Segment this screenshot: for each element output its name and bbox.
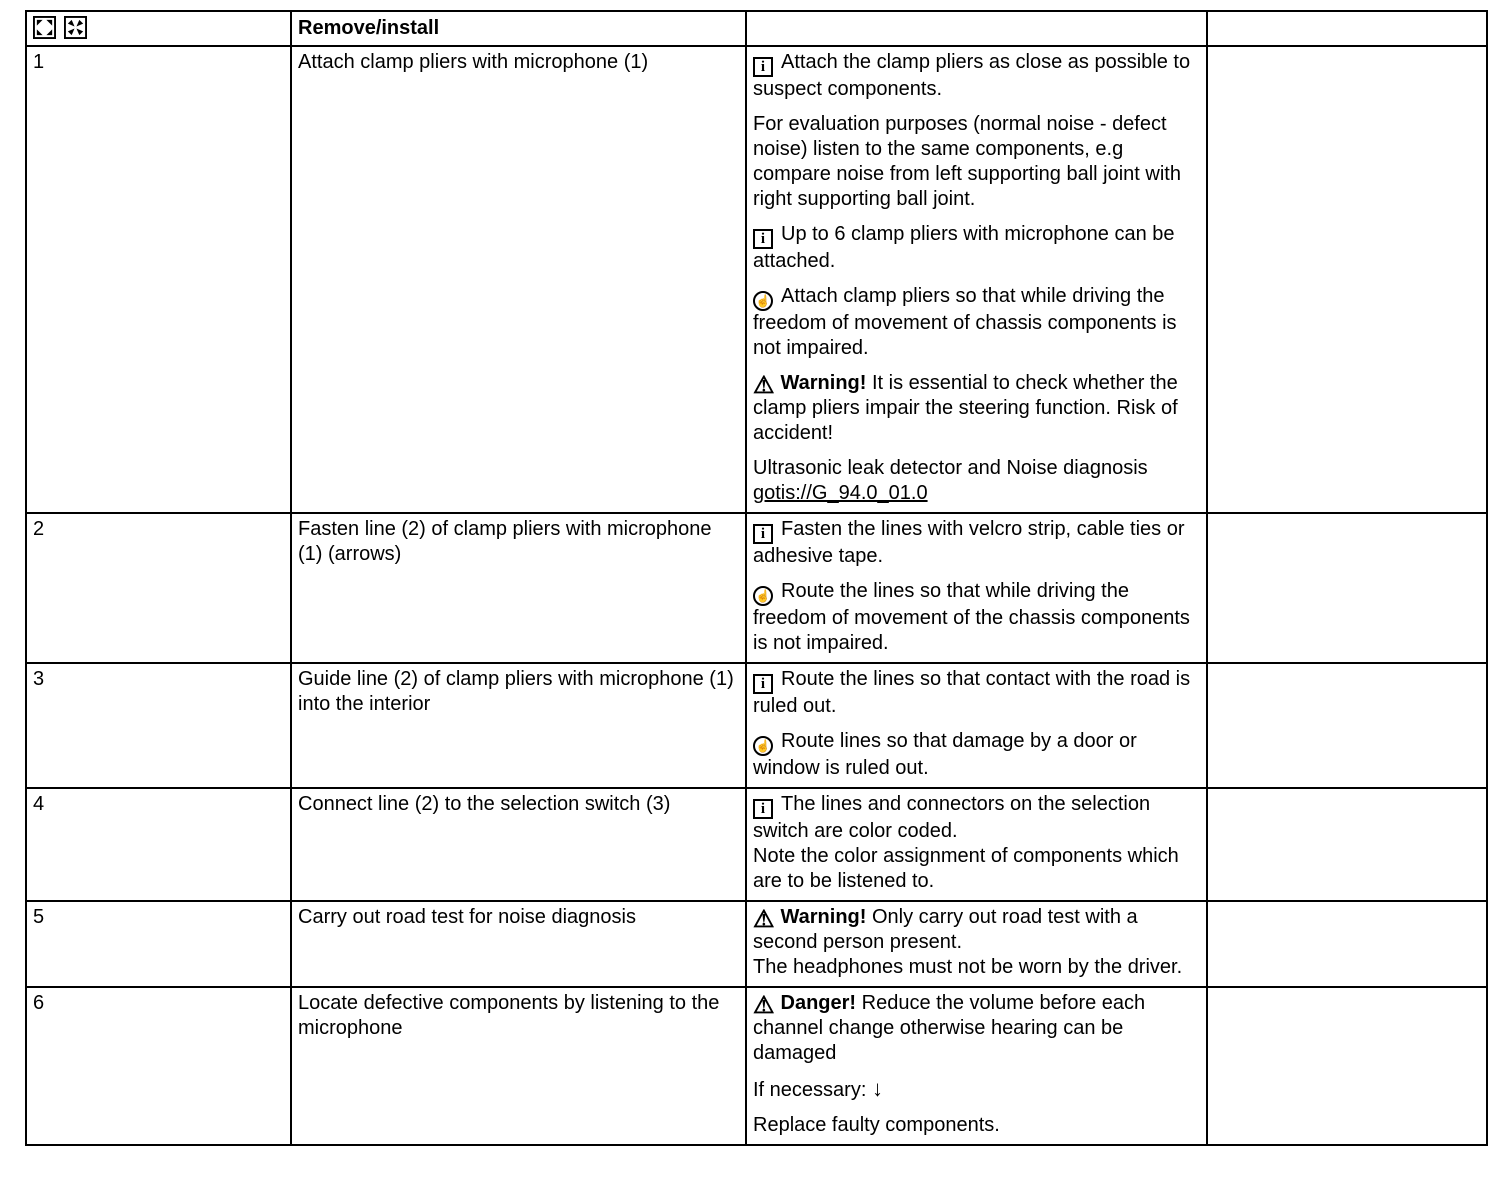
note-paragraph: i Attach the clamp pliers as close as possible to suspect components. xyxy=(753,51,1191,100)
note-paragraph: ☝ Route lines so that damage by a door or window is ruled out. xyxy=(753,730,1137,779)
note-label: Danger! xyxy=(780,992,857,1014)
note-paragraph: ☝ Attach clamp pliers so that while driving the freedom of movement of chassis components is not impaired. xyxy=(753,285,1177,359)
step-number-cell: 1 xyxy=(26,46,291,513)
warning-triangle-icon: ⚠ xyxy=(753,992,775,1019)
notes-cell xyxy=(746,901,1207,987)
note-paragraph: ⚠ Warning! It is essential to check whether the clamp pliers impair the steering function. Risk of accident! xyxy=(753,372,1178,444)
hand-note-icon: ☝ xyxy=(753,736,773,756)
remove-install-table xyxy=(25,10,1488,1146)
empty-cell xyxy=(1207,987,1487,1145)
empty-cell xyxy=(1207,663,1487,788)
note-paragraph: i Up to 6 clamp pliers with microphone can be attached. xyxy=(753,223,1175,272)
info-icon: i xyxy=(753,229,773,249)
note-paragraph: For evaluation purposes (normal noise - defect noise) listen to the same components, e.g compare noise from left supporting ball joint with right supporting ball joint. xyxy=(753,113,1181,210)
task-cell: Guide line (2) of clamp pliers with microphone (1) into the interior xyxy=(291,663,746,788)
notes-cell xyxy=(746,663,1207,788)
empty-cell xyxy=(1207,901,1487,987)
note-paragraph: If necessary: ↓ xyxy=(753,1076,883,1101)
down-arrow-icon: ↓ xyxy=(871,1076,883,1101)
header-icon-group xyxy=(33,16,284,39)
notes-cell xyxy=(746,513,1207,663)
hand-note-icon: ☝ xyxy=(753,291,773,311)
note-paragraph: i Route the lines so that contact with the road is ruled out. xyxy=(753,668,1191,717)
steps-body xyxy=(26,46,1487,1145)
empty-cell xyxy=(1207,788,1487,901)
task-cell: Fasten line (2) of clamp pliers with microphone (1) (arrows) xyxy=(291,513,746,663)
note-paragraph: Replace faulty components. xyxy=(753,1114,1000,1136)
table-row xyxy=(26,46,1487,513)
step-number-cell: 3 xyxy=(26,663,291,788)
step-number-cell: 4 xyxy=(26,788,291,901)
task-cell: Locate defective components by listening to the microphone xyxy=(291,987,746,1145)
info-icon: i xyxy=(753,674,773,694)
note-paragraph: ⚠ Warning! Only carry out road test with a second person present. xyxy=(753,906,1138,953)
column-header-remove-install: Remove/install xyxy=(291,11,746,46)
note-paragraph: i The lines and connectors on the selection switch are color coded. xyxy=(753,793,1151,842)
expand-arrows-icon[interactable] xyxy=(33,16,56,39)
task-cell: Connect line (2) to the selection switch (3) xyxy=(291,788,746,901)
table-row xyxy=(26,663,1487,788)
header-row xyxy=(26,11,1487,46)
note-paragraph: Ultrasonic leak detector and Noise diagnosis gotis://G_94.0_01.0 xyxy=(753,457,1148,504)
document-link[interactable]: gotis://G_94.0_01.0 xyxy=(753,482,928,504)
info-icon: i xyxy=(753,57,773,77)
note-paragraph: ☝ Route the lines so that while driving the freedom of movement of the chassis components is not impaired. xyxy=(753,580,1190,654)
warning-triangle-icon: ⚠ xyxy=(753,372,775,399)
notes-cell xyxy=(746,788,1207,901)
table-row xyxy=(26,901,1487,987)
header-notes-cell xyxy=(746,11,1207,46)
note-paragraph: Note the color assignment of components which are to be listened to. xyxy=(753,845,1179,892)
table-row xyxy=(26,513,1487,663)
step-number-cell: 2 xyxy=(26,513,291,663)
warning-triangle-icon: ⚠ xyxy=(753,906,775,933)
collapse-arrows-icon[interactable] xyxy=(64,16,87,39)
step-number-cell: 6 xyxy=(26,987,291,1145)
step-number-cell: 5 xyxy=(26,901,291,987)
notes-cell xyxy=(746,46,1207,513)
note-paragraph: The headphones must not be worn by the driver. xyxy=(753,956,1183,978)
task-cell: Attach clamp pliers with microphone (1) xyxy=(291,46,746,513)
note-label: Warning! xyxy=(780,906,867,928)
info-icon: i xyxy=(753,799,773,819)
info-icon: i xyxy=(753,524,773,544)
notes-cell xyxy=(746,987,1207,1145)
note-paragraph: i Fasten the lines with velcro strip, cable ties or adhesive tape. xyxy=(753,518,1185,567)
empty-cell xyxy=(1207,46,1487,513)
hand-note-icon: ☝ xyxy=(753,586,773,606)
table-row xyxy=(26,788,1487,901)
header-icons-cell xyxy=(26,11,291,46)
table-row xyxy=(26,987,1487,1145)
note-label: Warning! xyxy=(780,372,867,394)
note-paragraph: ⚠ Danger! Reduce the volume before each channel change otherwise hearing can be damaged xyxy=(753,992,1146,1064)
task-cell: Carry out road test for noise diagnosis xyxy=(291,901,746,987)
header-extra-cell xyxy=(1207,11,1487,46)
empty-cell xyxy=(1207,513,1487,663)
